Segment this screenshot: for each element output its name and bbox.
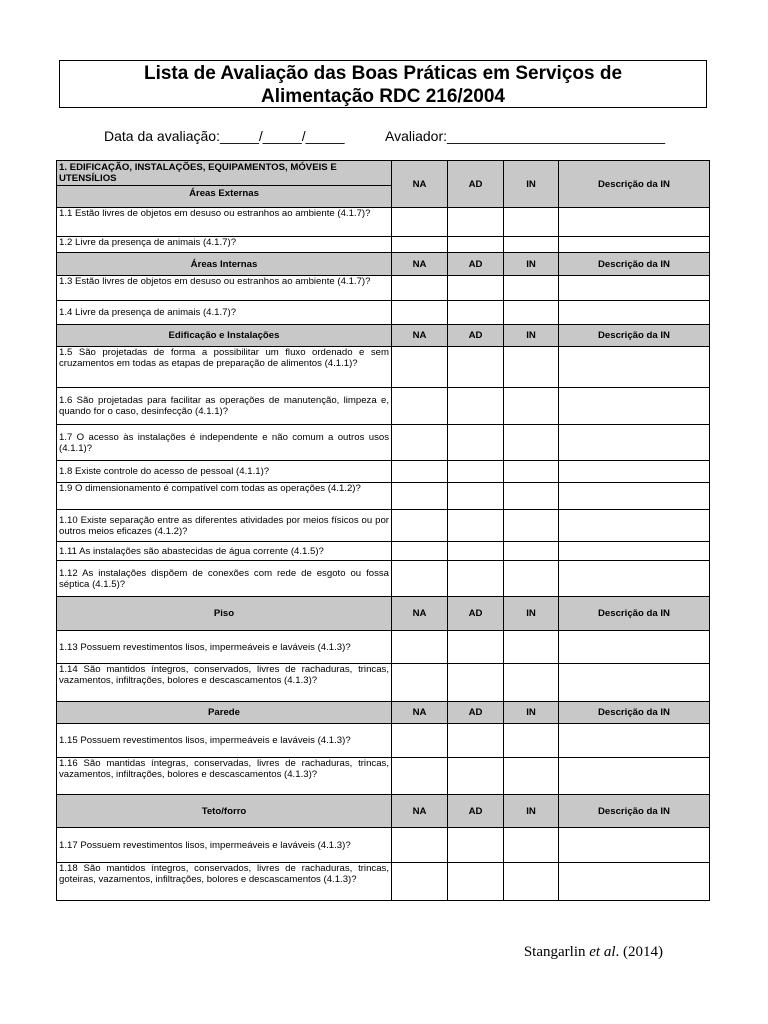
desc-cell[interactable] bbox=[559, 301, 710, 325]
in-cell[interactable] bbox=[504, 461, 559, 483]
na-cell[interactable] bbox=[392, 483, 448, 510]
in-cell[interactable] bbox=[504, 664, 559, 702]
desc-cell[interactable] bbox=[559, 828, 710, 863]
table-row bbox=[57, 301, 710, 325]
col-in-header: IN bbox=[504, 702, 559, 724]
col-na-header: NA bbox=[392, 325, 448, 347]
table-row bbox=[57, 388, 710, 425]
table-row bbox=[57, 561, 710, 597]
ad-cell[interactable] bbox=[448, 828, 504, 863]
col-in-header: IN bbox=[504, 795, 559, 828]
title-line-2: Alimentação RDC 216/2004 bbox=[261, 86, 505, 107]
col-desc-header: Descrição da IN bbox=[559, 702, 710, 724]
in-cell[interactable] bbox=[504, 425, 559, 461]
desc-cell[interactable] bbox=[559, 561, 710, 597]
section-header-row bbox=[57, 161, 710, 208]
ad-cell[interactable] bbox=[448, 388, 504, 425]
question-text: 1.3 Estão livres de objetos em desuso ou estranhos ao ambiente (4.1.7)? bbox=[57, 276, 392, 301]
na-cell[interactable] bbox=[392, 863, 448, 901]
in-cell[interactable] bbox=[504, 301, 559, 325]
na-cell[interactable] bbox=[392, 388, 448, 425]
section-title-cell bbox=[57, 161, 392, 208]
in-cell[interactable] bbox=[504, 276, 559, 301]
table-row bbox=[57, 828, 710, 863]
ad-cell[interactable] bbox=[448, 461, 504, 483]
na-cell[interactable] bbox=[392, 828, 448, 863]
ad-cell[interactable] bbox=[448, 483, 504, 510]
group-title-areas-externas: Áreas Externas bbox=[57, 185, 391, 202]
question-text: 1.7 O acesso às instalações é independente e não comum a outros usos (4.1.1)? bbox=[57, 425, 392, 461]
citation-year: . (2014) bbox=[615, 944, 663, 960]
question-text: 1.8 Existe controle do acesso de pessoal (4.1.1)? bbox=[57, 461, 392, 483]
col-ad-header: AD bbox=[448, 253, 504, 276]
na-cell[interactable] bbox=[392, 664, 448, 702]
question-text: 1.1 Estão livres de objetos em desuso ou estranhos ao ambiente (4.1.7)? bbox=[57, 208, 392, 237]
desc-cell[interactable] bbox=[559, 237, 710, 253]
desc-cell[interactable] bbox=[559, 664, 710, 702]
in-cell[interactable] bbox=[504, 510, 559, 542]
group-title-edificacao: Edificação e Instalações bbox=[57, 325, 392, 347]
table-row bbox=[57, 664, 710, 702]
col-na-header: NA bbox=[392, 597, 448, 631]
table-row bbox=[57, 347, 710, 388]
question-text: 1.12 As instalações dispõem de conexões com rede de esgoto ou fossa séptica (4.1.5)? bbox=[57, 561, 392, 597]
na-cell[interactable] bbox=[392, 758, 448, 795]
question-text: 1.18 São mantidos íntegros, conservados, livres de rachaduras, trincas, goteiras, vazamentos, infiltrações, bolores e descascamentos (4.1.3)? bbox=[57, 863, 392, 901]
na-cell[interactable] bbox=[392, 237, 448, 253]
table-row bbox=[57, 510, 710, 542]
desc-cell[interactable] bbox=[559, 510, 710, 542]
col-na-header: NA bbox=[392, 795, 448, 828]
table-row bbox=[57, 542, 710, 561]
col-na-header: NA bbox=[392, 161, 448, 208]
question-text: 1.4 Livre da presença de animais (4.1.7)? bbox=[57, 301, 392, 325]
checklist-table bbox=[56, 160, 710, 901]
ad-cell[interactable] bbox=[448, 561, 504, 597]
col-desc-header: Descrição da IN bbox=[559, 597, 710, 631]
desc-cell[interactable] bbox=[559, 276, 710, 301]
evaluator-field: Avaliador:____________________________ bbox=[385, 128, 666, 144]
question-text: 1.14 São mantidos íntegros, conservados, livres de rachaduras, trincas, vazamentos, infiltrações, bolores e descascamentos (4.1.3)? bbox=[57, 664, 392, 702]
section-title: 1. EDIFICAÇÃO, INSTALAÇÕES, EQUIPAMENTOS, MÓVEIS E UTENSÍLIOS bbox=[59, 162, 337, 184]
col-in-header: IN bbox=[504, 253, 559, 276]
group-header-row bbox=[57, 253, 710, 276]
title-line-1: Lista de Avaliação das Boas Práticas em Serviços de bbox=[143, 63, 623, 84]
group-title-teto: Teto/forro bbox=[57, 795, 392, 828]
ad-cell[interactable] bbox=[448, 347, 504, 388]
na-cell[interactable] bbox=[392, 208, 448, 237]
question-text: 1.16 São mantidas íntegras, conservadas, livres de rachaduras, trincas, vazamentos, infiltrações, bolores e descascamentos (4.1.3)? bbox=[57, 758, 392, 795]
desc-cell[interactable] bbox=[559, 347, 710, 388]
in-cell[interactable] bbox=[504, 208, 559, 237]
col-na-header: NA bbox=[392, 253, 448, 276]
ad-cell[interactable] bbox=[448, 724, 504, 758]
desc-cell[interactable] bbox=[559, 388, 710, 425]
table-row bbox=[57, 276, 710, 301]
in-cell[interactable] bbox=[504, 863, 559, 901]
in-cell[interactable] bbox=[504, 561, 559, 597]
group-title-areas-internas: Áreas Internas bbox=[57, 253, 392, 276]
in-cell[interactable] bbox=[504, 828, 559, 863]
in-cell[interactable] bbox=[504, 388, 559, 425]
desc-cell[interactable] bbox=[559, 631, 710, 664]
col-desc-header: Descrição da IN bbox=[559, 325, 710, 347]
col-ad-header: AD bbox=[448, 161, 504, 208]
ad-cell[interactable] bbox=[448, 301, 504, 325]
in-cell[interactable] bbox=[504, 347, 559, 388]
question-text: 1.15 Possuem revestimentos lisos, impermeáveis e laváveis (4.1.3)? bbox=[57, 724, 392, 758]
col-in-header: IN bbox=[504, 597, 559, 631]
in-cell[interactable] bbox=[504, 237, 559, 253]
table-row bbox=[57, 631, 710, 664]
group-title-parede: Parede bbox=[57, 702, 392, 724]
question-text: 1.13 Possuem revestimentos lisos, impermeáveis e laváveis (4.1.3)? bbox=[57, 631, 392, 664]
desc-cell[interactable] bbox=[559, 425, 710, 461]
question-text: 1.5 São projetadas de forma a possibilitar um fluxo ordenado e sem cruzamentos em todas as etapas de preparação de alimentos (4.1.1)? bbox=[57, 347, 392, 388]
na-cell[interactable] bbox=[392, 425, 448, 461]
question-text: 1.11 As instalações são abastecidas de água corrente (4.1.5)? bbox=[57, 542, 392, 561]
col-desc-header: Descrição da IN bbox=[559, 795, 710, 828]
table-row bbox=[57, 425, 710, 461]
ad-cell[interactable] bbox=[448, 425, 504, 461]
desc-cell[interactable] bbox=[559, 461, 710, 483]
na-cell[interactable] bbox=[392, 724, 448, 758]
na-cell[interactable] bbox=[392, 461, 448, 483]
na-cell[interactable] bbox=[392, 561, 448, 597]
na-cell[interactable] bbox=[392, 276, 448, 301]
in-cell[interactable] bbox=[504, 631, 559, 664]
question-text: 1.2 Livre da presença de animais (4.1.7)? bbox=[57, 237, 392, 253]
col-ad-header: AD bbox=[448, 795, 504, 828]
desc-cell[interactable] bbox=[559, 724, 710, 758]
table-row bbox=[57, 758, 710, 795]
group-header-row bbox=[57, 795, 710, 828]
in-cell[interactable] bbox=[504, 724, 559, 758]
ad-cell[interactable] bbox=[448, 237, 504, 253]
desc-cell[interactable] bbox=[559, 863, 710, 901]
col-ad-header: AD bbox=[448, 597, 504, 631]
table-row bbox=[57, 237, 710, 253]
na-cell[interactable] bbox=[392, 347, 448, 388]
col-ad-header: AD bbox=[448, 325, 504, 347]
ad-cell[interactable] bbox=[448, 510, 504, 542]
evaluation-date-field: Data da avaliação:_____/_____/_____ bbox=[104, 128, 345, 144]
na-cell[interactable] bbox=[392, 301, 448, 325]
table-row bbox=[57, 863, 710, 901]
na-cell[interactable] bbox=[392, 510, 448, 542]
group-header-row bbox=[57, 325, 710, 347]
table-row bbox=[57, 483, 710, 510]
group-header-row bbox=[57, 597, 710, 631]
na-cell[interactable] bbox=[392, 631, 448, 664]
table-row bbox=[57, 724, 710, 758]
citation-etal: et al bbox=[589, 944, 616, 960]
ad-cell[interactable] bbox=[448, 664, 504, 702]
col-desc-header: Descrição da IN bbox=[559, 161, 710, 208]
group-title-piso: Piso bbox=[57, 597, 392, 631]
desc-cell[interactable] bbox=[559, 483, 710, 510]
col-na-header: NA bbox=[392, 702, 448, 724]
ad-cell[interactable] bbox=[448, 542, 504, 561]
ad-cell[interactable] bbox=[448, 276, 504, 301]
desc-cell[interactable] bbox=[559, 208, 710, 237]
group-header-row bbox=[57, 702, 710, 724]
table-row bbox=[57, 461, 710, 483]
in-cell[interactable] bbox=[504, 758, 559, 795]
question-text: 1.9 O dimensionamento é compatível com todas as operações (4.1.2)? bbox=[57, 483, 392, 510]
col-desc-header: Descrição da IN bbox=[559, 253, 710, 276]
na-cell[interactable] bbox=[392, 542, 448, 561]
question-text: 1.17 Possuem revestimentos lisos, impermeáveis e laváveis (4.1.3)? bbox=[57, 828, 392, 863]
question-text: 1.10 Existe separação entre as diferentes atividades por meios físicos ou por outros meios eficazes (4.1.2)? bbox=[57, 510, 392, 542]
col-ad-header: AD bbox=[448, 702, 504, 724]
col-in-header: IN bbox=[504, 325, 559, 347]
col-in-header: IN bbox=[504, 161, 559, 208]
ad-cell[interactable] bbox=[448, 208, 504, 237]
table-row bbox=[57, 208, 710, 237]
desc-cell[interactable] bbox=[559, 542, 710, 561]
citation bbox=[524, 944, 663, 961]
ad-cell[interactable] bbox=[448, 631, 504, 664]
in-cell[interactable] bbox=[504, 542, 559, 561]
in-cell[interactable] bbox=[504, 483, 559, 510]
ad-cell[interactable] bbox=[448, 758, 504, 795]
desc-cell[interactable] bbox=[559, 758, 710, 795]
ad-cell[interactable] bbox=[448, 863, 504, 901]
question-text: 1.6 São projetadas para facilitar as operações de manutenção, limpeza e, quando for o caso, desinfecção (4.1.1)? bbox=[57, 388, 392, 425]
document-title bbox=[59, 60, 707, 108]
citation-author: Stangarlin bbox=[523, 944, 590, 960]
